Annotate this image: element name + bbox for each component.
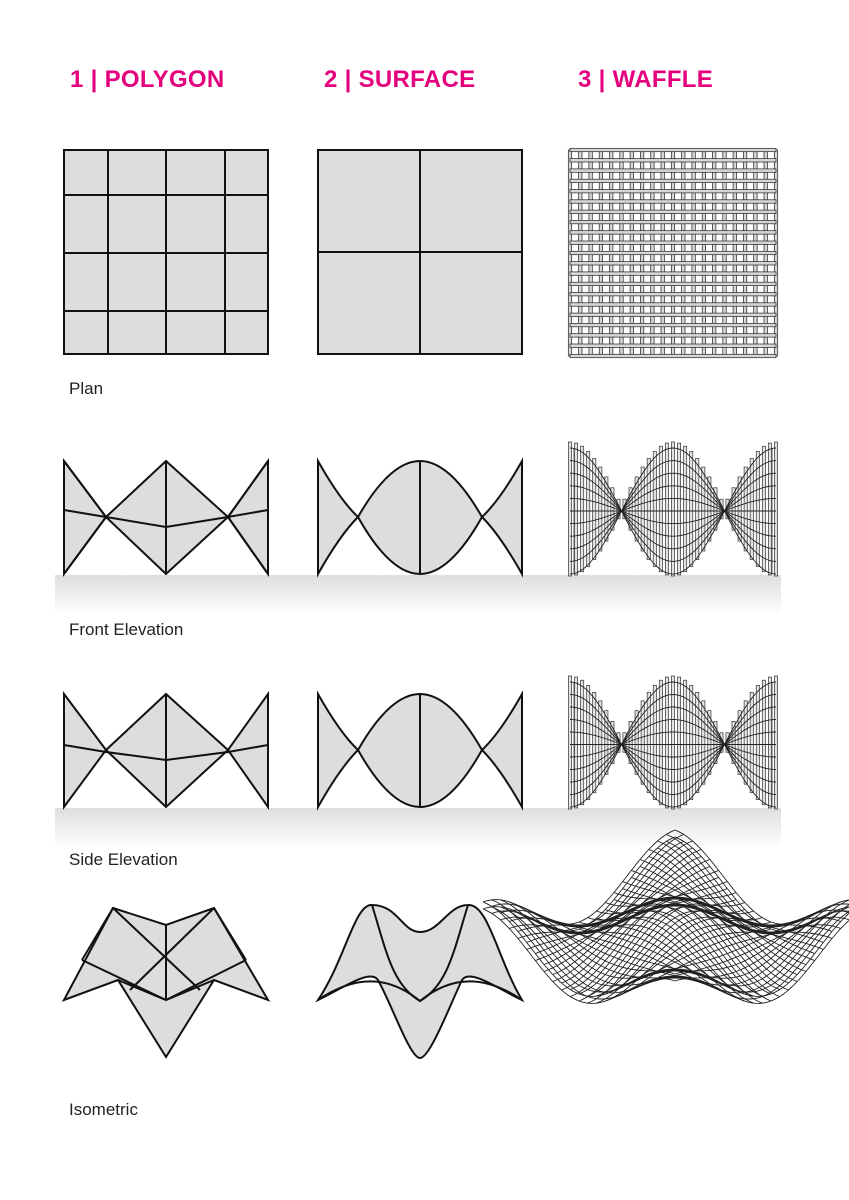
side-elevation-surface (318, 694, 522, 807)
row-label-isometric: Isometric (69, 1100, 138, 1119)
column-title-waffle: 3 | WAFFLE (578, 66, 714, 93)
plan-waffle (568, 148, 777, 357)
side-elevation-waffle (568, 676, 777, 809)
isometric-polygon (64, 908, 268, 1057)
isometric-waffle (483, 830, 849, 1003)
side-elevation-polygon (64, 694, 268, 807)
row-label-front-elevation: Front Elevation (69, 620, 184, 639)
row-label-side-elevation: Side Elevation (69, 850, 178, 869)
plan-surface (318, 150, 522, 354)
isometric-surface (318, 905, 522, 1058)
front-elevation-polygon (64, 461, 268, 574)
column-title-polygon: 1 | POLYGON (70, 66, 225, 93)
plan-polygon (64, 150, 268, 354)
column-title-surface: 2 | SURFACE (324, 66, 476, 93)
front-elevation-waffle (568, 442, 777, 576)
row-label-plan: Plan (69, 379, 104, 398)
front-elevation-surface (318, 461, 522, 574)
